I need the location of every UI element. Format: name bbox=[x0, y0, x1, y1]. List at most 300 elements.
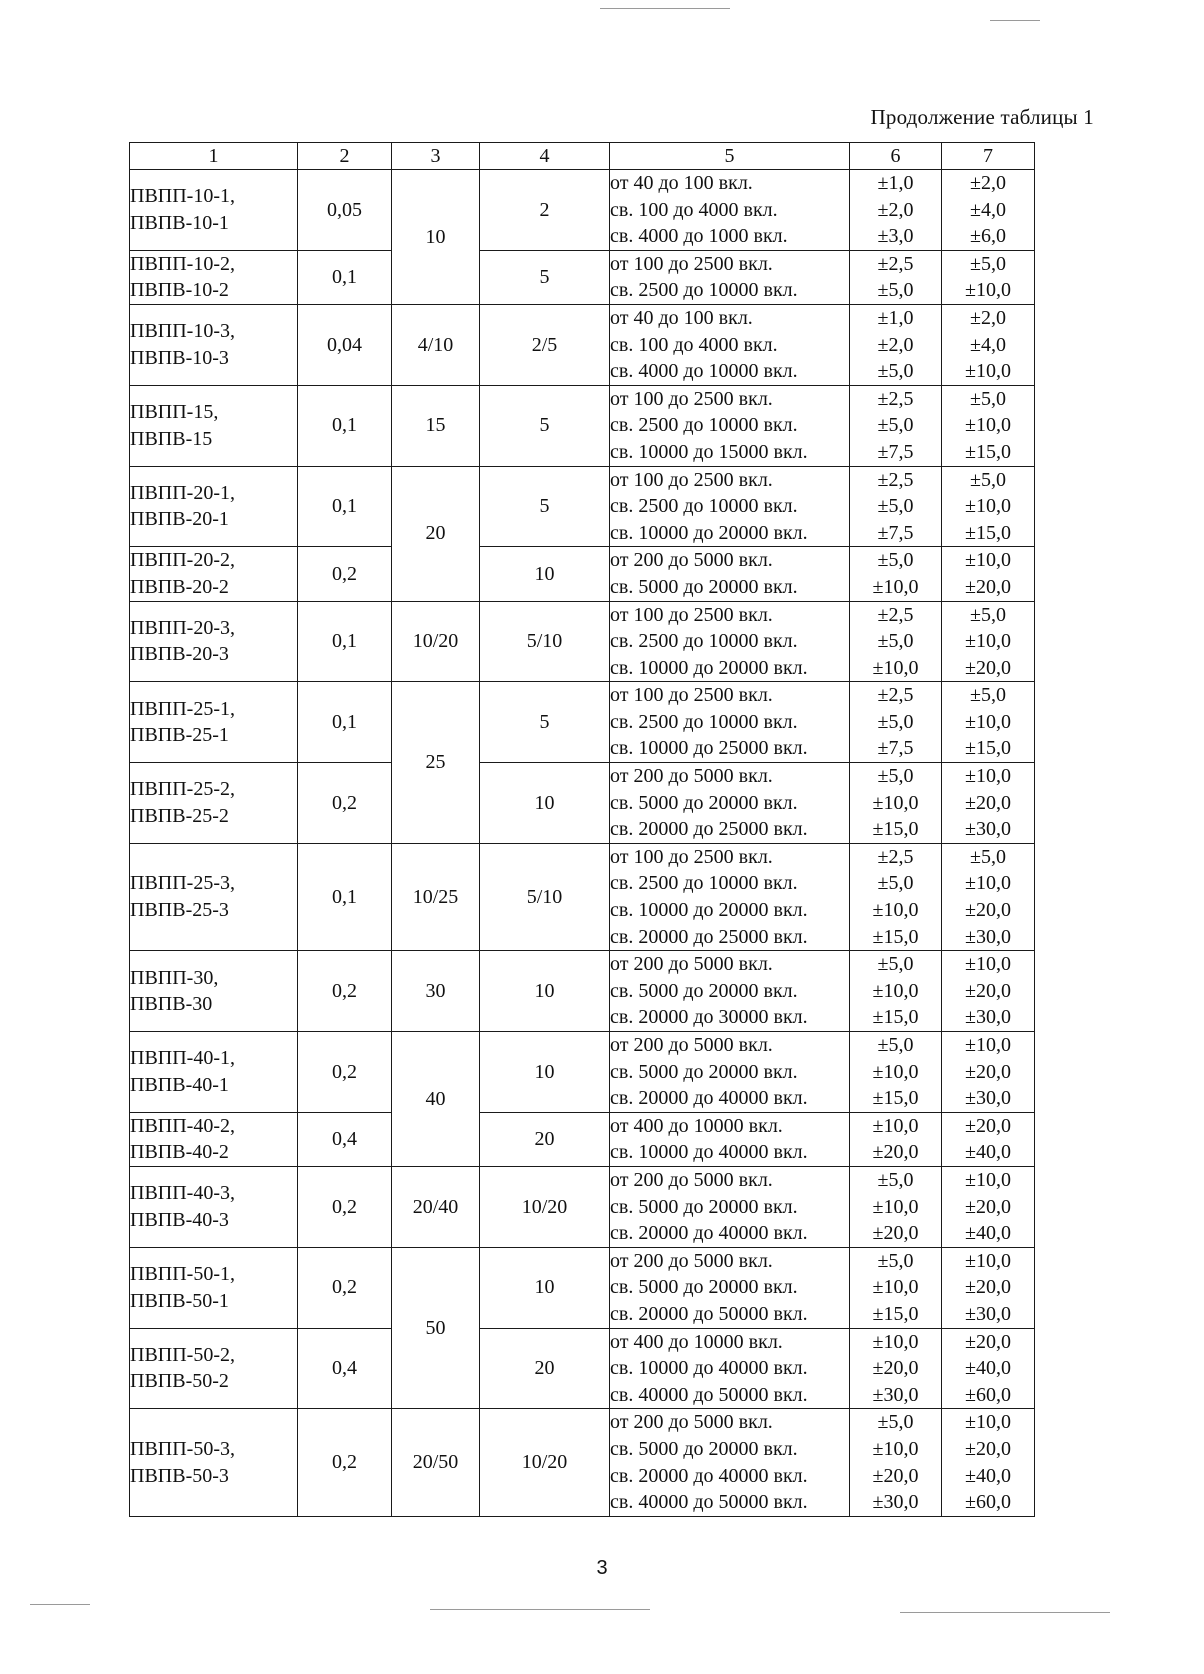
tolerance-7-cell-line: ±40,0 bbox=[965, 1357, 1011, 1380]
tolerance-6-cell-line: ±10,0 bbox=[872, 899, 919, 922]
column-3-cell: 10/20 bbox=[392, 601, 480, 682]
column-2-cell: 0,2 bbox=[298, 547, 392, 601]
model-name-cell-line: ПВПП-50-1, bbox=[130, 1263, 235, 1286]
tolerance-6-cell-line: ±7,5 bbox=[877, 440, 914, 463]
range-cell bbox=[610, 682, 850, 763]
table-row bbox=[130, 601, 1035, 682]
column-header: 1 bbox=[130, 143, 298, 170]
column-4-cell: 2 bbox=[480, 170, 610, 251]
tolerance-6-cell-line: ±10,0 bbox=[872, 979, 919, 1002]
range-cell-line: св. 10000 до 40000 вкл. bbox=[610, 1141, 808, 1164]
range-cell-line: от 200 до 5000 вкл. bbox=[610, 765, 773, 788]
model-name-cell bbox=[130, 385, 298, 466]
table-body bbox=[130, 170, 1035, 1517]
tolerance-7-cell bbox=[942, 385, 1035, 466]
range-cell-line: от 100 до 2500 вкл. bbox=[610, 603, 773, 626]
model-name-cell-line: ПВПП-20-1, bbox=[130, 481, 235, 504]
column-2-cell: 0,1 bbox=[298, 601, 392, 682]
tolerance-6-cell-line: ±2,5 bbox=[877, 252, 914, 275]
column-header: 2 bbox=[298, 143, 392, 170]
model-name-cell-line: ПВПВ-25-3 bbox=[130, 899, 229, 922]
tolerance-6-cell bbox=[850, 1247, 942, 1328]
table-row bbox=[130, 1247, 1035, 1328]
tolerance-6-cell bbox=[850, 385, 942, 466]
tolerance-6-cell-line: ±30,0 bbox=[872, 1383, 919, 1406]
range-cell-line: св. 40000 до 50000 вкл. bbox=[610, 1491, 808, 1514]
range-cell bbox=[610, 1409, 850, 1516]
column-4-cell: 5/10 bbox=[480, 843, 610, 950]
scan-artifact-bottom-right bbox=[900, 1612, 1110, 1613]
model-name-cell-line: ПВПП-20-2, bbox=[130, 549, 235, 572]
range-cell-line: от 200 до 5000 вкл. bbox=[610, 1411, 773, 1434]
range-cell-line: от 100 до 2500 вкл. bbox=[610, 684, 773, 707]
table-row bbox=[130, 682, 1035, 763]
tolerance-7-cell-line: ±10,0 bbox=[965, 872, 1011, 895]
tolerance-7-cell bbox=[942, 843, 1035, 950]
tolerance-6-cell bbox=[850, 763, 942, 844]
tolerance-7-cell-line: ±4,0 bbox=[970, 198, 1006, 221]
tolerance-7-cell-line: ±5,0 bbox=[970, 468, 1006, 491]
scan-artifact-bottom bbox=[430, 1609, 650, 1610]
model-name-cell bbox=[130, 843, 298, 950]
tolerance-6-cell bbox=[850, 1328, 942, 1409]
range-cell-line: от 200 до 5000 вкл. bbox=[610, 1168, 773, 1191]
model-name-cell bbox=[130, 682, 298, 763]
column-2-cell: 0,2 bbox=[298, 1032, 392, 1113]
tolerance-7-cell-line: ±10,0 bbox=[965, 1249, 1011, 1272]
column-3-cell: 15 bbox=[392, 385, 480, 466]
tolerance-7-cell bbox=[942, 951, 1035, 1032]
tolerance-6-cell-line: ±15,0 bbox=[872, 1006, 919, 1029]
column-4-cell: 5 bbox=[480, 682, 610, 763]
tolerance-6-cell bbox=[850, 1112, 942, 1166]
range-cell-line: св. 10000 до 20000 вкл. bbox=[610, 899, 808, 922]
column-2-cell: 0,4 bbox=[298, 1328, 392, 1409]
tolerance-6-cell bbox=[850, 1166, 942, 1247]
model-name-cell-line: ПВПП-25-1, bbox=[130, 697, 235, 720]
range-cell-line: от 200 до 5000 вкл. bbox=[610, 953, 773, 976]
tolerance-6-cell bbox=[850, 304, 942, 385]
range-cell-line: св. 10000 до 40000 вкл. bbox=[610, 1357, 808, 1380]
tolerance-7-cell-line: ±15,0 bbox=[965, 521, 1011, 544]
range-cell-line: св. 5000 до 20000 вкл. bbox=[610, 575, 798, 598]
tolerance-7-cell-line: ±20,0 bbox=[965, 1114, 1011, 1137]
model-name-cell-line: ПВПП-50-2, bbox=[130, 1343, 235, 1366]
column-4-cell: 5 bbox=[480, 466, 610, 547]
range-cell-line: св. 20000 до 25000 вкл. bbox=[610, 818, 808, 841]
tolerance-7-cell-line: ±15,0 bbox=[965, 440, 1011, 463]
tolerance-7-cell bbox=[942, 682, 1035, 763]
page-number: 3 bbox=[596, 1557, 608, 1579]
model-name-cell bbox=[130, 466, 298, 547]
range-cell-line: от 100 до 2500 вкл. bbox=[610, 387, 773, 410]
range-cell-line: от 40 до 100 вкл. bbox=[610, 306, 753, 329]
tolerance-7-cell bbox=[942, 601, 1035, 682]
range-cell-line: св. 5000 до 20000 вкл. bbox=[610, 1437, 798, 1460]
model-name-cell-line: ПВПП-25-2, bbox=[130, 778, 235, 801]
table-header-row bbox=[130, 143, 1035, 170]
range-cell bbox=[610, 1166, 850, 1247]
tolerance-6-cell-line: ±5,0 bbox=[877, 953, 914, 976]
tolerance-7-cell-line: ±30,0 bbox=[965, 1087, 1011, 1110]
model-name-cell-line: ПВПВ-25-2 bbox=[130, 804, 229, 827]
model-name-cell bbox=[130, 1328, 298, 1409]
model-name-cell-line: ПВПП-10-2, bbox=[130, 252, 235, 275]
tolerance-7-cell bbox=[942, 1112, 1035, 1166]
table-row bbox=[130, 1032, 1035, 1113]
tolerance-6-cell bbox=[850, 547, 942, 601]
range-cell bbox=[610, 951, 850, 1032]
column-4-cell: 10 bbox=[480, 547, 610, 601]
column-2-cell: 0,1 bbox=[298, 466, 392, 547]
range-cell-line: св. 100 до 4000 вкл. bbox=[610, 198, 778, 221]
model-name-cell bbox=[130, 1112, 298, 1166]
tolerance-6-cell-line: ±5,0 bbox=[877, 279, 914, 302]
tolerance-6-cell-line: ±20,0 bbox=[872, 1464, 919, 1487]
range-cell-line: св. 2500 до 10000 вкл. bbox=[610, 872, 798, 895]
tolerance-6-cell-line: ±5,0 bbox=[877, 1168, 914, 1191]
range-cell bbox=[610, 250, 850, 304]
specification-table bbox=[129, 142, 1035, 1517]
table-continuation-caption: Продолжение таблицы 1 bbox=[870, 105, 1094, 129]
tolerance-6-cell-line: ±2,5 bbox=[877, 845, 914, 868]
tolerance-6-cell-line: ±10,0 bbox=[872, 1437, 919, 1460]
model-name-cell-line: ПВПВ-30 bbox=[130, 993, 213, 1016]
model-name-cell-line: ПВПВ-20-3 bbox=[130, 643, 229, 666]
tolerance-7-cell-line: ±5,0 bbox=[970, 252, 1006, 275]
column-3-cell: 10/25 bbox=[392, 843, 480, 950]
tolerance-6-cell-line: ±5,0 bbox=[877, 360, 914, 383]
range-cell bbox=[610, 547, 850, 601]
range-cell bbox=[610, 601, 850, 682]
range-cell bbox=[610, 763, 850, 844]
tolerance-7-cell bbox=[942, 250, 1035, 304]
tolerance-6-cell-line: ±5,0 bbox=[877, 630, 914, 653]
range-cell-line: от 40 до 100 вкл. bbox=[610, 172, 753, 194]
tolerance-6-cell-line: ±3,0 bbox=[877, 225, 914, 248]
column-2-cell: 0,2 bbox=[298, 951, 392, 1032]
column-2-cell: 0,05 bbox=[298, 170, 392, 251]
tolerance-6-cell-line: ±10,0 bbox=[872, 1276, 919, 1299]
tolerance-6-cell-line: ±5,0 bbox=[877, 414, 914, 437]
range-cell bbox=[610, 385, 850, 466]
range-cell-line: св. 100 до 4000 вкл. bbox=[610, 333, 778, 356]
column-2-cell: 0,2 bbox=[298, 1166, 392, 1247]
column-4-cell: 10 bbox=[480, 1032, 610, 1113]
column-4-cell: 5 bbox=[480, 250, 610, 304]
tolerance-6-cell-line: ±5,0 bbox=[877, 1249, 914, 1272]
tolerance-6-cell bbox=[850, 682, 942, 763]
tolerance-6-cell-line: ±15,0 bbox=[872, 925, 919, 948]
tolerance-7-cell-line: ±5,0 bbox=[970, 845, 1006, 868]
model-name-cell-line: ПВПП-40-1, bbox=[130, 1047, 235, 1070]
range-cell bbox=[610, 1032, 850, 1113]
tolerance-6-cell-line: ±10,0 bbox=[872, 1195, 919, 1218]
tolerance-7-cell-line: ±30,0 bbox=[965, 925, 1011, 948]
column-3-cell: 10 bbox=[392, 170, 480, 305]
model-name-cell-line: ПВПП-50-3, bbox=[130, 1437, 235, 1460]
range-cell-line: св. 40000 до 50000 вкл. bbox=[610, 1383, 808, 1406]
column-3-cell: 50 bbox=[392, 1247, 480, 1409]
tolerance-7-cell-line: ±10,0 bbox=[965, 765, 1011, 788]
tolerance-7-cell-line: ±40,0 bbox=[965, 1141, 1011, 1164]
tolerance-7-cell bbox=[942, 1166, 1035, 1247]
column-3-cell: 40 bbox=[392, 1032, 480, 1167]
tolerance-6-cell-line: ±2,0 bbox=[877, 333, 914, 356]
range-cell-line: св. 20000 до 30000 вкл. bbox=[610, 1006, 808, 1029]
tolerance-7-cell-line: ±20,0 bbox=[965, 1060, 1011, 1083]
tolerance-6-cell-line: ±20,0 bbox=[872, 1357, 919, 1380]
model-name-cell-line: ПВПП-25-3, bbox=[130, 872, 235, 895]
table-row bbox=[130, 843, 1035, 950]
tolerance-6-cell-line: ±5,0 bbox=[877, 765, 914, 788]
table-row bbox=[130, 1112, 1035, 1166]
tolerance-6-cell-line: ±5,0 bbox=[877, 1411, 914, 1434]
tolerance-6-cell-line: ±5,0 bbox=[877, 1034, 914, 1056]
tolerance-6-cell-line: ±10,0 bbox=[872, 1060, 919, 1083]
tolerance-7-cell-line: ±2,0 bbox=[970, 306, 1006, 329]
model-name-cell bbox=[130, 951, 298, 1032]
column-2-cell: 0,1 bbox=[298, 250, 392, 304]
column-2-cell: 0,1 bbox=[298, 843, 392, 950]
tolerance-7-cell-line: ±20,0 bbox=[965, 1330, 1011, 1353]
range-cell-line: св. 5000 до 20000 вкл. bbox=[610, 1060, 798, 1083]
column-4-cell: 10 bbox=[480, 1247, 610, 1328]
table-row bbox=[130, 466, 1035, 547]
range-cell-line: св. 10000 до 20000 вкл. bbox=[610, 656, 808, 679]
tolerance-7-cell bbox=[942, 170, 1035, 251]
model-name-cell-line: ПВПВ-25-1 bbox=[130, 724, 229, 747]
model-name-cell-line: ПВПВ-40-1 bbox=[130, 1073, 229, 1096]
range-cell-line: св. 2500 до 10000 вкл. bbox=[610, 495, 798, 518]
tolerance-7-cell-line: ±10,0 bbox=[965, 279, 1011, 302]
scan-artifact-top-right bbox=[990, 20, 1040, 21]
range-cell-line: от 100 до 2500 вкл. bbox=[610, 252, 773, 275]
range-cell-line: от 400 до 10000 вкл. bbox=[610, 1114, 783, 1137]
tolerance-7-cell-line: ±10,0 bbox=[965, 630, 1011, 653]
tolerance-7-cell-line: ±20,0 bbox=[965, 791, 1011, 814]
column-4-cell: 20 bbox=[480, 1328, 610, 1409]
tolerance-7-cell-line: ±10,0 bbox=[965, 495, 1011, 518]
tolerance-7-cell-line: ±20,0 bbox=[965, 575, 1011, 598]
tolerance-7-cell-line: ±10,0 bbox=[965, 710, 1011, 733]
column-3-cell: 20 bbox=[392, 466, 480, 601]
column-2-cell: 0,04 bbox=[298, 304, 392, 385]
tolerance-7-cell-line: ±10,0 bbox=[965, 953, 1011, 976]
column-2-cell: 0,4 bbox=[298, 1112, 392, 1166]
range-cell-line: св. 20000 до 50000 вкл. bbox=[610, 1302, 808, 1325]
tolerance-7-cell-line: ±20,0 bbox=[965, 979, 1011, 1002]
tolerance-7-cell-line: ±60,0 bbox=[965, 1383, 1011, 1406]
column-2-cell: 0,1 bbox=[298, 682, 392, 763]
range-cell-line: св. 10000 до 25000 вкл. bbox=[610, 737, 808, 760]
tolerance-7-cell bbox=[942, 1247, 1035, 1328]
model-name-cell-line: ПВПВ-20-2 bbox=[130, 575, 229, 598]
tolerance-6-cell-line: ±7,5 bbox=[877, 521, 914, 544]
table-row bbox=[130, 250, 1035, 304]
model-name-cell bbox=[130, 601, 298, 682]
column-4-cell: 5/10 bbox=[480, 601, 610, 682]
tolerance-6-cell-line: ±20,0 bbox=[872, 1141, 919, 1164]
range-cell-line: св. 4000 до 1000 вкл. bbox=[610, 225, 788, 248]
table-row bbox=[130, 951, 1035, 1032]
model-name-cell-line: ПВПВ-10-1 bbox=[130, 211, 229, 234]
tolerance-7-cell-line: ±20,0 bbox=[965, 1195, 1011, 1218]
tolerance-7-cell bbox=[942, 304, 1035, 385]
column-3-cell: 30 bbox=[392, 951, 480, 1032]
tolerance-6-cell bbox=[850, 951, 942, 1032]
tolerance-6-cell-line: ±5,0 bbox=[877, 710, 914, 733]
column-3-cell: 25 bbox=[392, 682, 480, 844]
tolerance-7-cell-line: ±60,0 bbox=[965, 1491, 1011, 1514]
model-name-cell-line: ПВПВ-40-3 bbox=[130, 1208, 229, 1231]
range-cell bbox=[610, 1112, 850, 1166]
tolerance-7-cell bbox=[942, 547, 1035, 601]
range-cell-line: св. 20000 до 40000 вкл. bbox=[610, 1464, 808, 1487]
range-cell-line: св. 20000 до 40000 вкл. bbox=[610, 1222, 808, 1245]
tolerance-7-cell-line: ±5,0 bbox=[970, 387, 1006, 410]
tolerance-7-cell-line: ±6,0 bbox=[970, 225, 1006, 248]
range-cell bbox=[610, 304, 850, 385]
tolerance-7-cell-line: ±4,0 bbox=[970, 333, 1006, 356]
range-cell-line: от 100 до 2500 вкл. bbox=[610, 468, 773, 491]
column-4-cell: 10 bbox=[480, 951, 610, 1032]
tolerance-7-cell-line: ±10,0 bbox=[965, 1411, 1011, 1434]
range-cell-line: от 200 до 5000 вкл. bbox=[610, 1249, 773, 1272]
range-cell-line: св. 2500 до 10000 вкл. bbox=[610, 710, 798, 733]
tolerance-7-cell bbox=[942, 763, 1035, 844]
model-name-cell bbox=[130, 1247, 298, 1328]
tolerance-7-cell bbox=[942, 1409, 1035, 1516]
tolerance-7-cell-line: ±40,0 bbox=[965, 1222, 1011, 1245]
column-2-cell: 0,2 bbox=[298, 1247, 392, 1328]
table-row bbox=[130, 763, 1035, 844]
tolerance-7-cell bbox=[942, 1328, 1035, 1409]
range-cell-line: св. 5000 до 20000 вкл. bbox=[610, 979, 798, 1002]
tolerance-6-cell bbox=[850, 601, 942, 682]
tolerance-7-cell-line: ±30,0 bbox=[965, 1302, 1011, 1325]
tolerance-7-cell-line: ±5,0 bbox=[970, 684, 1006, 707]
range-cell-line: св. 2500 до 10000 вкл. bbox=[610, 414, 798, 437]
tolerance-7-cell-line: ±10,0 bbox=[965, 1034, 1011, 1056]
tolerance-6-cell-line: ±5,0 bbox=[877, 872, 914, 895]
model-name-cell-line: ПВПВ-15 bbox=[130, 427, 213, 450]
column-2-cell: 0,2 bbox=[298, 1409, 392, 1516]
range-cell bbox=[610, 170, 850, 251]
tolerance-6-cell-line: ±10,0 bbox=[872, 575, 919, 598]
tolerance-6-cell-line: ±2,5 bbox=[877, 603, 914, 626]
model-name-cell-line: ПВПВ-50-2 bbox=[130, 1370, 229, 1393]
range-cell-line: от 400 до 10000 вкл. bbox=[610, 1330, 783, 1353]
tolerance-6-cell-line: ±2,0 bbox=[877, 198, 914, 221]
tolerance-7-cell bbox=[942, 466, 1035, 547]
tolerance-6-cell-line: ±2,5 bbox=[877, 387, 914, 410]
range-cell bbox=[610, 1247, 850, 1328]
range-cell-line: св. 2500 до 10000 вкл. bbox=[610, 630, 798, 653]
tolerance-6-cell bbox=[850, 843, 942, 950]
tolerance-6-cell-line: ±5,0 bbox=[877, 495, 914, 518]
model-name-cell-line: ПВПП-15, bbox=[130, 401, 219, 424]
column-4-cell: 5 bbox=[480, 385, 610, 466]
tolerance-6-cell-line: ±15,0 bbox=[872, 1302, 919, 1325]
range-cell-line: св. 5000 до 20000 вкл. bbox=[610, 1195, 798, 1218]
tolerance-6-cell bbox=[850, 1032, 942, 1113]
column-header: 7 bbox=[942, 143, 1035, 170]
column-4-cell: 20 bbox=[480, 1112, 610, 1166]
table-row bbox=[130, 170, 1035, 251]
tolerance-7-cell-line: ±20,0 bbox=[965, 899, 1011, 922]
range-cell bbox=[610, 843, 850, 950]
tolerance-7-cell-line: ±20,0 bbox=[965, 1276, 1011, 1299]
table-row bbox=[130, 1328, 1035, 1409]
tolerance-7-cell-line: ±20,0 bbox=[965, 656, 1011, 679]
range-cell-line: св. 10000 до 15000 вкл. bbox=[610, 440, 808, 463]
range-cell-line: от 200 до 5000 вкл. bbox=[610, 549, 773, 572]
tolerance-6-cell-line: ±1,0 bbox=[877, 306, 914, 329]
tolerance-7-cell-line: ±30,0 bbox=[965, 1006, 1011, 1029]
range-cell-line: св. 20000 до 25000 вкл. bbox=[610, 925, 808, 948]
tolerance-6-cell-line: ±10,0 bbox=[872, 1114, 919, 1137]
model-name-cell bbox=[130, 170, 298, 251]
column-4-cell: 10/20 bbox=[480, 1166, 610, 1247]
tolerance-6-cell-line: ±7,5 bbox=[877, 737, 914, 760]
tolerance-6-cell-line: ±30,0 bbox=[872, 1491, 919, 1514]
tolerance-6-cell bbox=[850, 250, 942, 304]
range-cell-line: св. 5000 до 20000 вкл. bbox=[610, 1276, 798, 1299]
table-row bbox=[130, 1166, 1035, 1247]
model-name-cell-line: ПВПВ-50-3 bbox=[130, 1464, 229, 1487]
model-name-cell bbox=[130, 1166, 298, 1247]
range-cell bbox=[610, 1328, 850, 1409]
range-cell bbox=[610, 466, 850, 547]
column-header: 5 bbox=[610, 143, 850, 170]
model-name-cell bbox=[130, 1032, 298, 1113]
range-cell-line: св. 20000 до 40000 вкл. bbox=[610, 1087, 808, 1110]
tolerance-7-cell-line: ±10,0 bbox=[965, 549, 1011, 572]
model-name-cell-line: ПВПП-40-2, bbox=[130, 1114, 235, 1137]
tolerance-7-cell-line: ±40,0 bbox=[965, 1464, 1011, 1487]
model-name-cell-line: ПВПВ-20-1 bbox=[130, 508, 229, 531]
tolerance-6-cell-line: ±2,5 bbox=[877, 468, 914, 491]
model-name-cell-line: ПВПП-40-3, bbox=[130, 1182, 235, 1205]
model-name-cell bbox=[130, 547, 298, 601]
scan-artifact-bottom-left bbox=[30, 1604, 90, 1605]
tolerance-6-cell bbox=[850, 170, 942, 251]
tolerance-6-cell bbox=[850, 1409, 942, 1516]
model-name-cell bbox=[130, 1409, 298, 1516]
column-3-cell: 20/40 bbox=[392, 1166, 480, 1247]
column-header: 6 bbox=[850, 143, 942, 170]
model-name-cell bbox=[130, 304, 298, 385]
column-header: 3 bbox=[392, 143, 480, 170]
model-name-cell-line: ПВПП-10-1, bbox=[130, 185, 235, 208]
model-name-cell-line: ПВПВ-10-2 bbox=[130, 279, 229, 302]
tolerance-7-cell-line: ±10,0 bbox=[965, 360, 1011, 383]
range-cell-line: св. 5000 до 20000 вкл. bbox=[610, 791, 798, 814]
column-2-cell: 0,2 bbox=[298, 763, 392, 844]
column-3-cell: 4/10 bbox=[392, 304, 480, 385]
range-cell-line: св. 2500 до 10000 вкл. bbox=[610, 279, 798, 302]
tolerance-6-cell-line: ±10,0 bbox=[872, 656, 919, 679]
table-row bbox=[130, 1409, 1035, 1516]
scan-artifact-top bbox=[600, 8, 730, 9]
tolerance-6-cell-line: ±5,0 bbox=[877, 549, 914, 572]
tolerance-7-cell-line: ±30,0 bbox=[965, 818, 1011, 841]
tolerance-6-cell-line: ±2,5 bbox=[877, 684, 914, 707]
tolerance-6-cell-line: ±15,0 bbox=[872, 1087, 919, 1110]
tolerance-7-cell-line: ±2,0 bbox=[970, 172, 1006, 194]
tolerance-6-cell-line: ±10,0 bbox=[872, 1330, 919, 1353]
